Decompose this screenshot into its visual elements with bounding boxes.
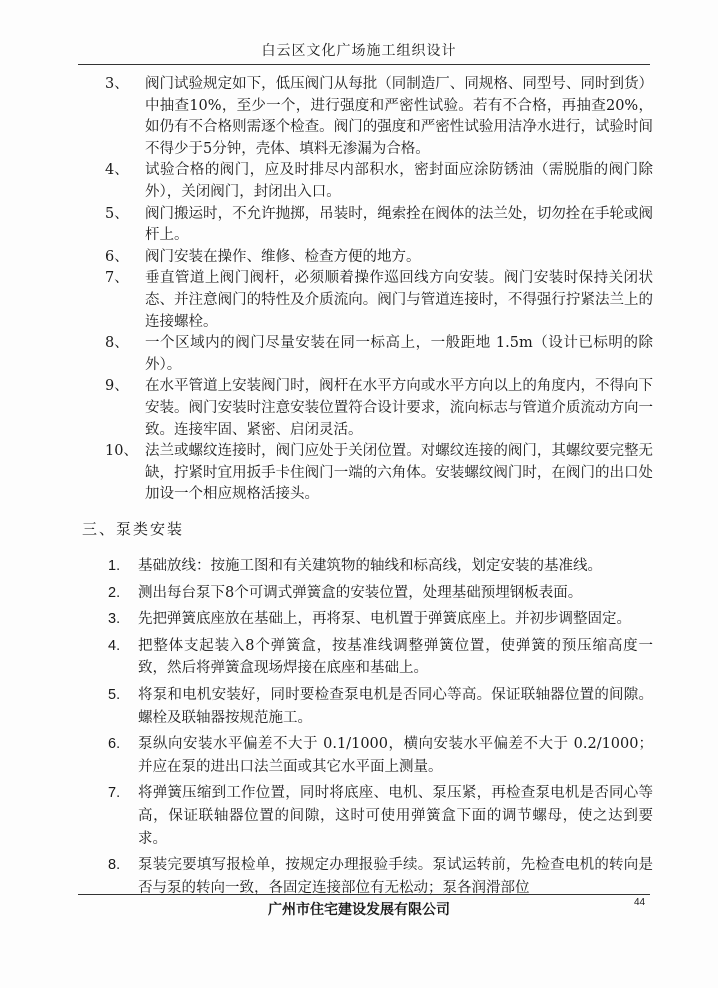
item-number: 10、 — [105, 443, 138, 460]
item-number: 6. — [108, 736, 121, 753]
list-item — [105, 441, 653, 506]
item-text: 阀门搬运时，不允许抛掷，吊装时，绳索拴在阀体的法兰处，切勿拴在手轮或阀杆上。 — [145, 205, 653, 244]
item-number: 4、 — [105, 162, 129, 179]
item-text: 阀门安装在操作、维修、检查方便的地方。 — [145, 248, 421, 265]
item-text: 法兰或螺纹连接时，阀门应处于关闭位置。对螺纹连接的阀门，其螺纹要完整无缺，拧紧时宜用扳手卡住阀门一端的六角体。安装螺纹阀门时，在阀门的出口处加设一个相应规格活接头。 — [145, 443, 653, 503]
footer-company: 广州市住宅建设发展有限公司 — [268, 902, 450, 918]
list-item — [105, 247, 653, 269]
item-number: 5. — [108, 686, 121, 703]
list-item — [108, 733, 653, 778]
item-text: 阀门试验规定如下，低压阀门从每批（同制造厂、同规格、同型号、同时到货）中抽查10%，至少一个，进行强度和严密性试验。若有不合格，再抽查20%，如仍有不合格则需逐个检查。阀门的强度和严密性试验用洁净水进行，试验时间不得少于5分钟，壳体、填料无渗漏为合格。 — [145, 76, 653, 157]
item-text: 泵装完要填写报检单，按规定办理报验手续。泵试运转前，先检查电机的转向是否与泵的转向一致，各固定连接部位有无松动；泵各润滑部位 — [138, 857, 653, 896]
list-item — [108, 635, 653, 680]
list-item — [105, 268, 653, 333]
section-heading: 三、泵类安装 — [82, 520, 185, 538]
item-text: 一个区域内的阀门尽量安装在同一标高上，一般距地 1.5m（设计已标明的除外）。 — [145, 335, 653, 373]
list-item — [105, 204, 653, 247]
header-divider — [78, 64, 650, 65]
item-number: 8、 — [105, 335, 129, 352]
item-number: 4. — [108, 637, 121, 654]
item-text: 先把弹簧底座放在基础上，再将泵、电机置于弹簧底座上。并初步调整固定。 — [138, 611, 631, 628]
item-text: 在水平管道上安装阀门时，阀杆在水平方向或水平方向以上的角度内，不得向下安装。阀门安装时注意安装位置符合设计要求，流向标志与管道介质流动方向一致。连接牢固、紧密、启闭灵活。 — [145, 378, 653, 438]
item-number: 8. — [108, 857, 121, 874]
list-item — [108, 684, 653, 729]
item-text: 将弹簧压缩到工作位置，同时将底座、电机、泵压紧，再检查泵电机是否同心等高，保证联轴器位置的间隙，这时可使用弹簧盒下面的调节螺母，使之达到要求。 — [138, 785, 653, 847]
list-item — [105, 376, 653, 441]
item-number: 3、 — [105, 76, 129, 92]
item-number: 6、 — [105, 248, 129, 265]
list-item — [108, 608, 653, 631]
list-item — [108, 854, 653, 899]
item-number: 7、 — [105, 270, 129, 287]
item-number: 7. — [108, 785, 121, 802]
list-item — [105, 74, 653, 160]
list-item — [108, 582, 653, 605]
item-number: 3. — [108, 611, 121, 628]
item-text: 泵纵向安装水平偏差不大于 0.1/1000，横向安装水平偏差不大于 0.2/1000；并应在泵的进出口法兰面或其它水平面上测量。 — [138, 736, 653, 775]
pump-installation-list — [108, 555, 653, 903]
valve-installation-list — [105, 74, 653, 506]
list-item — [105, 333, 653, 376]
page-header-title: 白云区文化广场施工组织设计 — [261, 43, 457, 59]
item-text: 测出每台泵下8个可调式弹簧盒的安装位置，处理基础预埋钢板表面。 — [138, 584, 583, 601]
footer-divider — [78, 894, 650, 895]
list-item — [108, 782, 653, 850]
item-text: 基础放线：按施工图和有关建筑物的轴线和标高线，划定安装的基准线。 — [138, 558, 602, 574]
item-number: 5、 — [105, 205, 129, 222]
item-text: 垂直管道上阀门阀杆，必须顺着操作巡回线方向安装。阀门安装时保持关闭状态、并注意阀门的特性及介质流向。阀门与管道连接时，不得强行拧紧法兰上的连接螺栓。 — [145, 270, 653, 330]
item-text: 把整体支起装入8个弹簧盒，按基准线调整弹簧位置，使弹簧的预压缩高度一致，然后将弹簧盒现场焊接在底座和基础上。 — [138, 637, 653, 677]
item-text: 将泵和电机安装好，同时要检查泵电机是否同心等高。保证联轴器位置的间隙。螺栓及联轴器按规范施工。 — [138, 686, 653, 726]
list-item — [108, 555, 653, 578]
item-number: 2. — [108, 584, 121, 601]
item-number: 9、 — [105, 378, 129, 395]
item-text: 试验合格的阀门，应及时排尽内部积水，密封面应涂防锈油（需脱脂的阀门除外），关闭阀门，封闭出入口。 — [145, 162, 653, 200]
page-number: 44 — [634, 897, 646, 908]
list-item — [105, 160, 653, 203]
item-number: 1. — [108, 558, 121, 574]
